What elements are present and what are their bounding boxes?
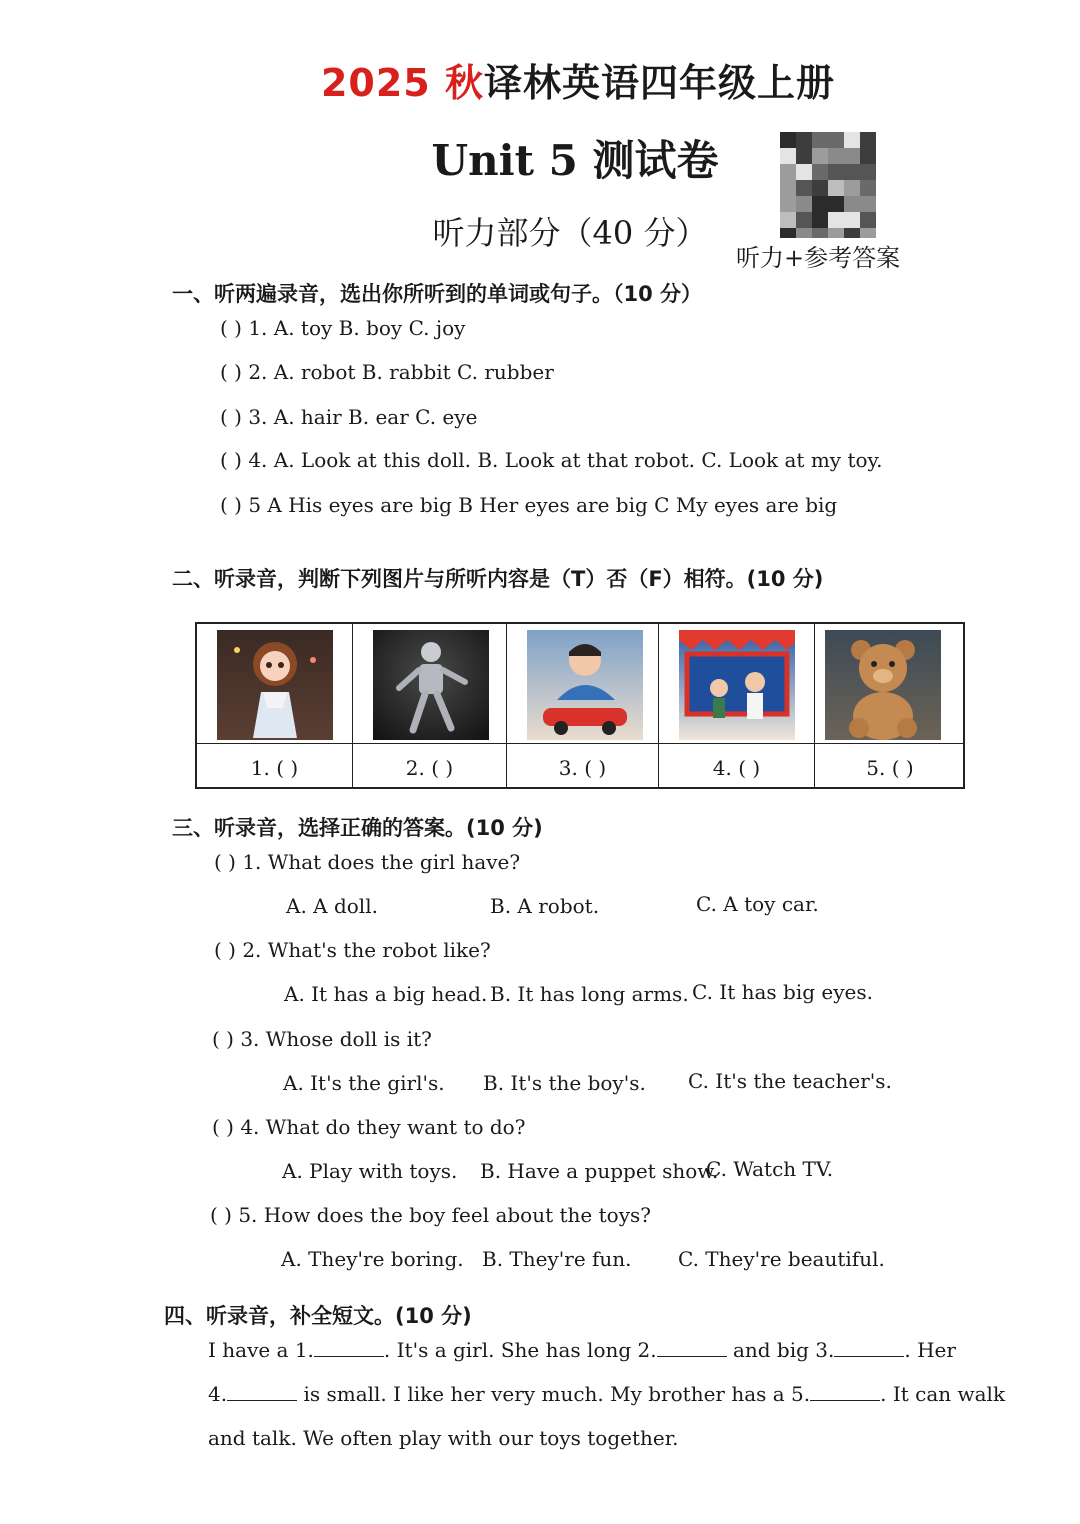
picture-label-4: 4. ( ) (712, 756, 761, 780)
qr-mosaic-cell (844, 228, 860, 238)
qr-mosaic-cell (828, 228, 844, 238)
blank-2[interactable] (657, 1338, 727, 1357)
qr-mosaic-cell (780, 164, 796, 180)
section3-q3-option-c: C. It's the teacher's. (688, 1069, 892, 1093)
blank-5[interactable] (810, 1382, 880, 1401)
passage-line-1 (208, 1328, 958, 1372)
qr-mosaic-cell (860, 212, 876, 228)
qr-mosaic-cell (796, 132, 812, 148)
section3-q5-option-a: A. They're boring. (281, 1247, 464, 1271)
qr-mosaic-cell (812, 148, 828, 164)
passage-text-1: I have a 1. (208, 1338, 314, 1362)
qr-mosaic-cell (812, 212, 828, 228)
qr-mosaic-cell (844, 148, 860, 164)
qr-mosaic-cell (812, 228, 828, 238)
section3-q5-option-c: C. They're beautiful. (678, 1247, 885, 1271)
section1-item-3: ( ) 3. A. hair B. ear C. eye (220, 405, 478, 429)
qr-mosaic-cell (780, 132, 796, 148)
section3-q1-option-b: B. A robot. (490, 894, 600, 918)
qr-mosaic-cell (860, 196, 876, 212)
qr-mosaic-cell (796, 228, 812, 238)
section3-q1-option-c: C. A toy car. (696, 892, 819, 916)
qr-mosaic-cell (844, 196, 860, 212)
qr-code-icon[interactable] (780, 132, 876, 238)
listening-part-title: 听力部分（40 分） (432, 214, 708, 252)
blank-1[interactable] (314, 1338, 384, 1357)
section3-q2-option-a: A. It has a big head. (284, 982, 488, 1006)
qr-mosaic-cell (796, 196, 812, 212)
section4-heading: 四、听录音，补全短文。(10 分) (164, 1304, 472, 1328)
section2-heading: 二、听录音，判断下列图片与所听内容是（T）否（F）相符。(10 分) (172, 567, 824, 591)
qr-mosaic-cell (780, 196, 796, 212)
puppet-show-picture-icon (679, 630, 795, 740)
teddy-bear-picture-icon (825, 630, 941, 740)
qr-mosaic-cell (780, 180, 796, 196)
title-year: 2025 秋 (320, 61, 484, 105)
blank-3[interactable] (834, 1338, 904, 1357)
picture-table (195, 622, 965, 789)
section3-q5-option-b: B. They're fun. (482, 1247, 632, 1271)
qr-mosaic-cell (844, 212, 860, 228)
qr-mosaic-cell (828, 196, 844, 212)
qr-mosaic-cell (844, 164, 860, 180)
qr-mosaic-cell (780, 148, 796, 164)
qr-mosaic-cell (860, 180, 876, 196)
qr-mosaic-cell (812, 132, 828, 148)
picture-cell-1 (197, 624, 353, 787)
section3-heading: 三、听录音，选择正确的答案。(10 分) (172, 816, 543, 840)
doll-picture-icon (217, 630, 333, 740)
passage-line-2 (208, 1372, 1006, 1416)
section1-heading: 一、听两遍录音，选出你所听到的单词或句子。（10 分） (172, 282, 703, 306)
picture-cell-5 (815, 624, 965, 787)
qr-mosaic-cell (828, 148, 844, 164)
unit-title: Unit 5 测试卷 (431, 136, 719, 185)
qr-mosaic-cell (780, 228, 796, 238)
qr-mosaic-cell (796, 180, 812, 196)
section3-q2-option-c: C. It has big eyes. (692, 980, 873, 1004)
qr-mosaic-cell (860, 148, 876, 164)
section3-q4-option-a: A. Play with toys. (282, 1159, 458, 1183)
qr-mosaic-cell (828, 212, 844, 228)
section1-item-1: ( ) 1. A. toy B. boy C. joy (220, 316, 466, 340)
passage-line-3: and talk. We often play with our toys together. (208, 1426, 679, 1450)
section3-question-5: ( ) 5. How does the boy feel about the toys? (210, 1203, 651, 1227)
title-text: 译林英语四年级上册 (483, 61, 835, 105)
qr-mosaic-cell (780, 212, 796, 228)
qr-caption: 听力+参考答案 (736, 244, 901, 272)
qr-mosaic-cell (796, 164, 812, 180)
qr-mosaic-cell (860, 228, 876, 238)
section3-q3-option-a: A. It's the girl's. (283, 1071, 445, 1095)
qr-mosaic-cell (796, 148, 812, 164)
qr-mosaic-cell (812, 164, 828, 180)
picture-cell-4 (659, 624, 815, 787)
robot-picture-icon (373, 630, 489, 740)
qr-mosaic-cell (812, 196, 828, 212)
cloze-passage (208, 1328, 1006, 1460)
section1-item-4: ( ) 4. A. Look at this doll. B. Look at that robot. C. Look at my toy. (220, 448, 883, 472)
picture-label-2: 2. ( ) (405, 756, 454, 780)
qr-mosaic-cell (860, 132, 876, 148)
section3-question-1: ( ) 1. What does the girl have? (214, 850, 521, 874)
picture-cell-2 (353, 624, 507, 787)
section3-question-2: ( ) 2. What's the robot like? (214, 938, 491, 962)
qr-mosaic-cell (828, 164, 844, 180)
section3-q4-option-c: C. Watch TV. (706, 1157, 834, 1181)
section1-item-5: ( ) 5 A His eyes are big B Her eyes are big C My eyes are big (220, 493, 838, 517)
passage-text-3: and big 3. (726, 1338, 835, 1362)
qr-mosaic-cell (844, 132, 860, 148)
section3-q2-option-b: B. It has long arms. (490, 982, 689, 1006)
section3-question-3: ( ) 3. Whose doll is it? (212, 1027, 432, 1051)
toy-car-picture-icon (527, 630, 643, 740)
qr-mosaic-cell (828, 180, 844, 196)
picture-label-1: 1. ( ) (250, 756, 299, 780)
section3-question-4: ( ) 4. What do they want to do? (212, 1115, 526, 1139)
passage-text-7: . It can walk (880, 1382, 1006, 1406)
section3-q4-option-b: B. Have a puppet show. (480, 1159, 719, 1183)
picture-label-3: 3. ( ) (558, 756, 607, 780)
qr-mosaic-cell (828, 132, 844, 148)
passage-text-5: 4. (208, 1382, 228, 1406)
section1-item-2: ( ) 2. A. robot B. rabbit C. rubber (220, 360, 554, 384)
blank-4[interactable] (227, 1382, 297, 1401)
picture-cell-3 (507, 624, 659, 787)
qr-mosaic-cell (796, 212, 812, 228)
qr-mosaic-cell (812, 180, 828, 196)
qr-mosaic-cell (860, 164, 876, 180)
qr-mosaic-cell (844, 180, 860, 196)
section3-q1-option-a: A. A doll. (286, 894, 378, 918)
passage-text-4: . Her (904, 1338, 956, 1362)
document-title (0, 52, 1080, 107)
passage-text-6: is small. I like her very much. My brother has a 5. (297, 1382, 811, 1406)
picture-label-5: 5. ( ) (866, 756, 914, 780)
section3-q3-option-b: B. It's the boy's. (483, 1071, 646, 1095)
passage-text-2: . It's a girl. She has long 2. (383, 1338, 657, 1362)
